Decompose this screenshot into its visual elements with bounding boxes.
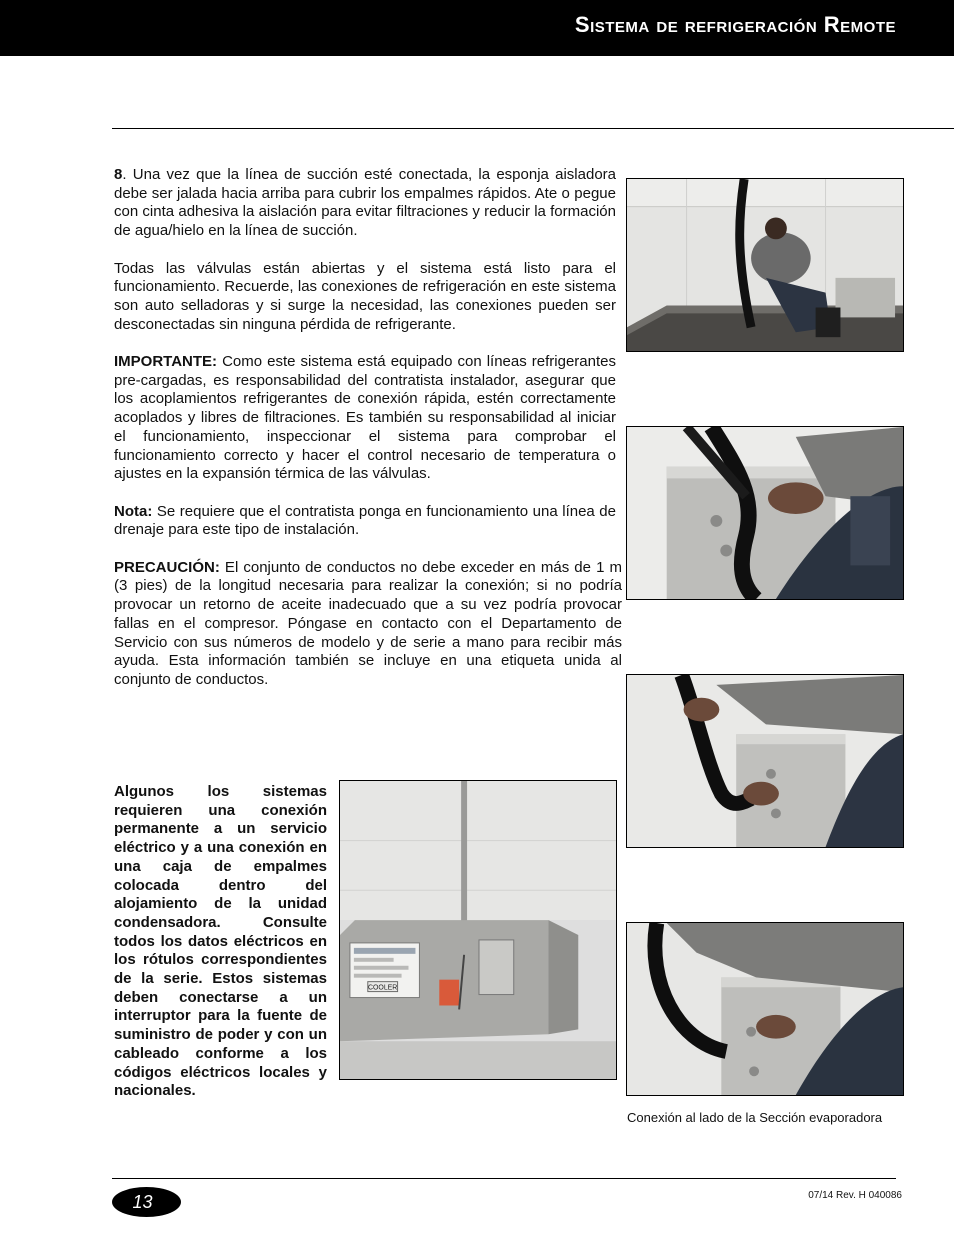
photo-kneeling-technician xyxy=(626,178,904,352)
header-bar xyxy=(0,0,954,56)
page-number: 13 xyxy=(132,1191,153,1212)
important-label: IMPORTANTE: xyxy=(114,353,218,370)
photo-condensing-unit-junction-box xyxy=(339,780,617,1080)
top-divider xyxy=(112,128,954,129)
page-number-badge xyxy=(112,1187,181,1217)
photo-wrench-valve xyxy=(626,426,904,600)
step-8-paragraph xyxy=(114,166,616,241)
step-8-text: . Una vez que la línea de succión esté conectada, la esponja aisladora debe ser jalada hacia arriba para cubrir los empalmes rápidos. Ate o pegue con cinta adhesiva la aislación para evitar filtraciones y reducir la formación de agua/hielo en la línea de succión. xyxy=(114,166,616,240)
caution-paragraph xyxy=(114,559,622,690)
note-paragraph xyxy=(114,503,616,540)
photo-pulling-insulation xyxy=(626,674,904,848)
unit-label: COOLER xyxy=(368,984,398,992)
caution-label: PRECAUCIÓN: xyxy=(114,558,220,576)
main-text-column xyxy=(114,166,622,708)
page-title: Sistema de refrigeración Remote xyxy=(574,12,896,37)
important-text: Como este sistema está equipado con líneas refrigerantes pre-cargadas, es responsabilidad del contratista instalador, asegurar que los acoplamientos refrigerantes de conexión rápida, estén correctamente acoplados y libres de filtraciones. Es también su responsabilidad al iniciar el funcionamiento, inspeccionar el sistema para comprobar el funcionamiento correcto y hacer el control necesario de temperatura o ajustes en la expansión térmica de las válvulas. xyxy=(114,353,616,483)
bottom-divider xyxy=(112,1178,896,1179)
caution-text: El conjunto de conductos no debe exceder en más de 1 m (3 pies) de la longitud necesaria para realizar la conexión; si no podría provocar un retorno de aceite inadecuado que a su vez podría provocar fallas en el compresor. Póngase en contacto con el Departamento de Servicio con sus números de modelo y de serie a mano para recibir más ayuda. Esta información también se incluye en una etiqueta unida al conjunto de conductos. xyxy=(114,558,622,688)
step-8-number: 8 xyxy=(114,166,123,183)
photo-evaporator-connection xyxy=(626,922,904,1096)
electrical-paragraph: Algunos los sistemas requieren una conexión permanente a un servicio eléctrico y a una conexión en una caja de empalmes colocada dentro del alojamiento de la unidad condensadora. Consulte todos los datos eléctricos en los rótulos correspondientes de la serie. Estos sistemas deben conectarse a un interruptor para la fuente de suministro de poder y con un cableado conforme a los códigos eléctricos locales y nacionales. xyxy=(114,783,327,1100)
figure-caption: Conexión al lado de la Sección evaporadora xyxy=(627,1110,883,1125)
valves-paragraph: Todas las válvulas están abiertas y el sistema está listo para el funcionamiento. Recuerde, las conexiones de refrigeración en este sistema son auto selladoras y si surge la necesidad, las conexiones pueden ser desconectadas sin ninguna pérdida de refrigerante. xyxy=(114,259,616,333)
note-label: Nota: xyxy=(114,502,153,520)
important-paragraph xyxy=(114,353,616,484)
note-text: Se requiere que el contratista ponga en funcionamiento una línea de drenaje para este tipo de instalación. xyxy=(114,502,616,539)
revision-code: 07/14 Rev. H 040086 xyxy=(808,1190,902,1201)
